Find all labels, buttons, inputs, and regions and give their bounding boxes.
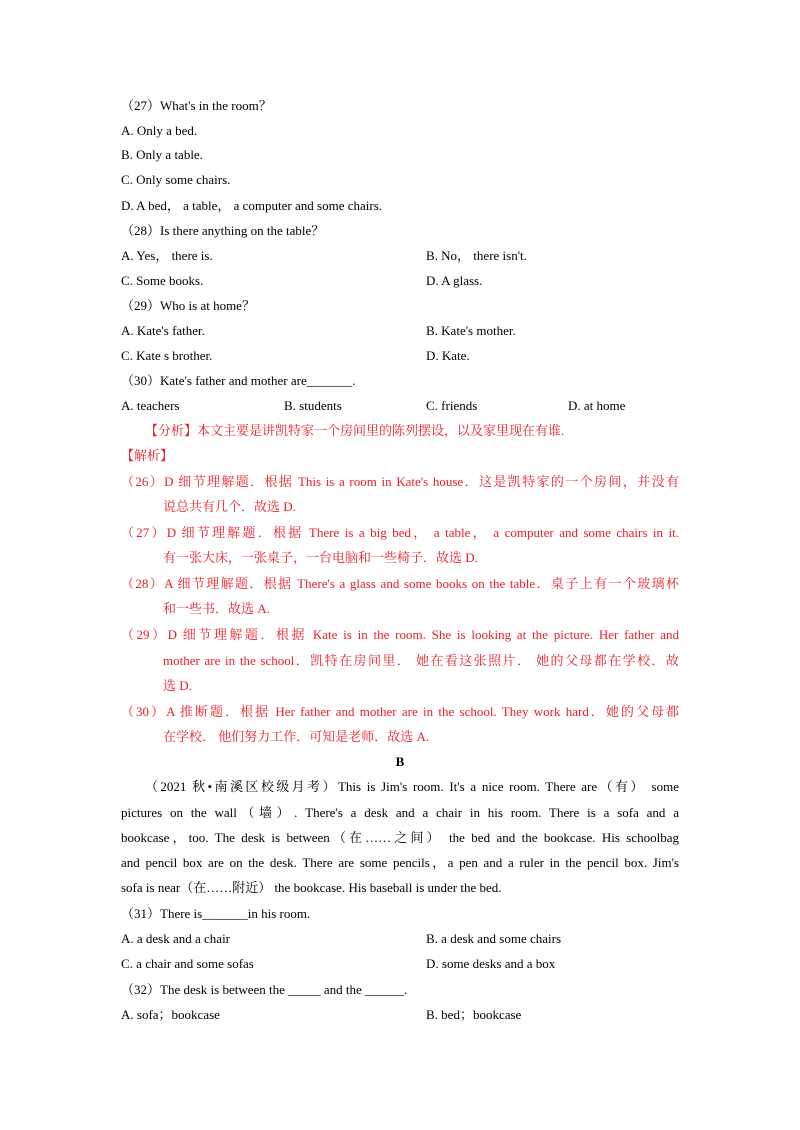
question-29-option-d: D. Kate. [426,348,470,363]
answer-26-line-2: 说总共有几个．故选 D. [163,499,296,514]
answer-30-line-1: （30）A 推断题．根据 Her father and mother are in the school. They work hard．她的父母都 [121,704,679,719]
answer-30-line-2: 在学校． 他们努力工作．可知是老师．故选 A. [163,729,430,744]
question-31-option-a: A. a desk and a chair [121,931,231,946]
answer-29-line-2: mother are in the school．凯特在房间里． 她在看这张照片． 她的父母都在学校．故 [163,653,679,668]
question-32-option-a: A. sofa；bookcase [121,1007,220,1022]
passage-line-5: sofa is near（在……附近） the bookcase. His baseball is under the bed. [121,880,502,895]
question-28-option-b: B. No， there isn't. [426,248,527,263]
question-31-option-d: D. some desks and a box [426,956,556,971]
question-30-stem: （30）Kate's father and mother are_______. [121,373,356,388]
question-32-stem: （32）The desk is between the _____ and the ______. [121,982,408,997]
question-29-stem: （29）Who is at home？ [121,298,255,313]
question-31-stem: （31）There is_______in his room. [121,906,311,921]
question-30-option-a: A. teachers [121,398,180,413]
question-29-option-c: C. Kate s brother. [121,348,213,363]
answer-28-line-1: （28）A 细节理解题．根据 There's a glass and some books on the table．桌子上有一个玻璃杯 [121,576,679,591]
answer-28-line-2: 和一些书．故选 A. [163,601,270,616]
question-30-option-c: C. friends [426,398,478,413]
analysis-summary: 【分析】本文主要是讲凯特家一个房间里的陈列摆设，以及家里现在有谁. [145,423,565,438]
answer-27-line-1: （27）D 细节理解题．根据 There is a big bed， a table， a computer and some chairs in it. [121,525,679,540]
answer-27-line-2: 有一张大床，一张桌子，一台电脑和一些椅子．故选 D. [163,550,478,565]
question-31-option-b: B. a desk and some chairs [426,931,562,946]
question-27-stem: （27）What's in the room？ [121,98,272,113]
question-27-option-d: D. A bed， a table， a computer and some chairs. [121,198,383,213]
question-27-option-a: A. Only a bed. [121,123,198,138]
question-28-stem: （28）Is there anything on the table？ [121,223,325,238]
passage-line-4: and pencil box are on the desk. There are some pencils，a pen and a ruler in the pencil box. Jim's [121,855,679,870]
question-28-option-c: C. Some books. [121,273,204,288]
answer-29-line-1: （29）D 细节理解题．根据 Kate is in the room. She is looking at the picture. Her father and [121,627,679,642]
question-28-option-d: D. A glass. [426,273,483,288]
question-27-option-c: C. Only some chairs. [121,172,231,187]
question-30-option-b: B. students [284,398,342,413]
question-31-option-c: C. a chair and some sofas [121,956,254,971]
explanation-heading: 【解析】 [121,448,174,463]
section-b-heading: B [395,754,405,769]
question-32-option-b: B. bed；bookcase [426,1007,522,1022]
passage-line-3: bookcase，too. The desk is between（在……之间） the bed and the bookcase. His schoolbag [121,830,679,845]
question-30-option-d: D. at home [568,398,626,413]
answer-26-line-1: （26）D 细节理解题．根据 This is a room in Kate's house．这是凯特家的一个房间，并没有 [121,474,679,489]
question-29-option-a: A. Kate's father. [121,323,205,338]
passage-line-1: （2021 秋•南溪区校级月考）This is Jim's room. It's a nice room. There are（有） some [145,779,679,794]
question-27-option-b: B. Only a table. [121,147,203,162]
answer-29-line-3: 选 D. [163,678,192,693]
passage-line-2: pictures on the wall（墙）. There's a desk and a chair in his room. There is a sofa and a [121,805,679,820]
question-29-option-b: B. Kate's mother. [426,323,516,338]
question-28-option-a: A. Yes， there is. [121,248,213,263]
